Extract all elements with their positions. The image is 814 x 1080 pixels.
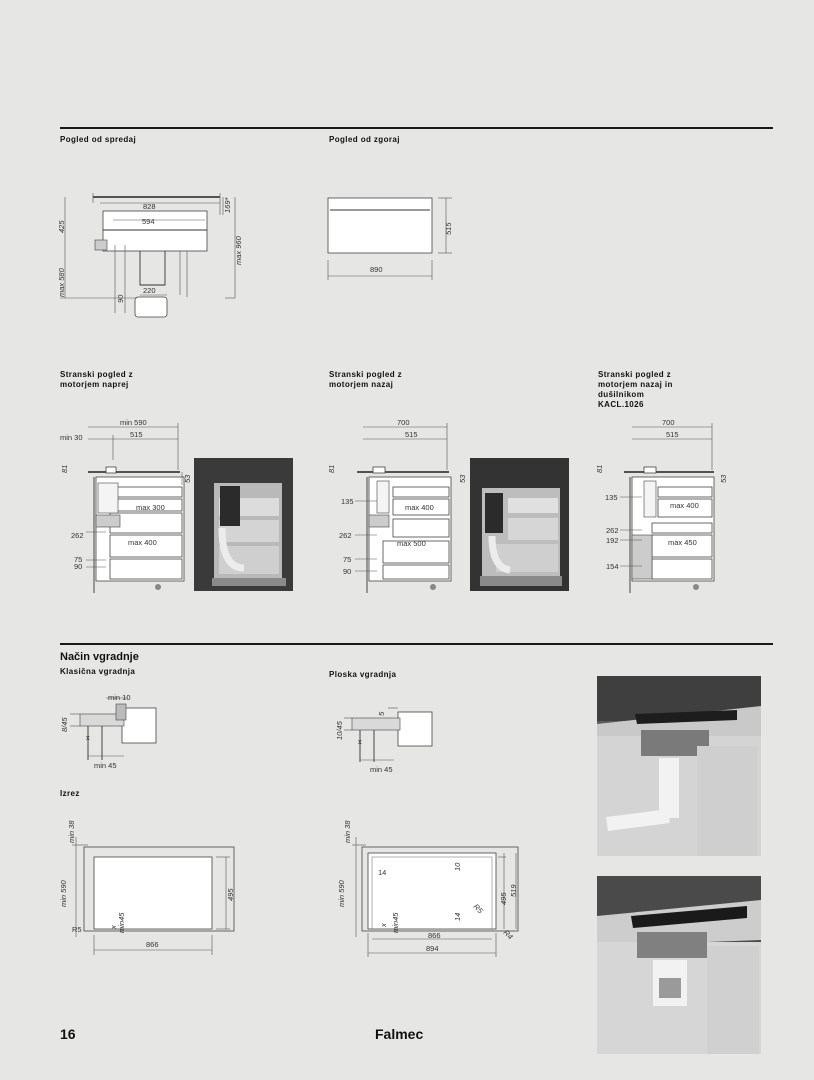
dim-90-s1: 90 <box>74 562 83 571</box>
dim-262-s1: 262 <box>71 531 84 540</box>
side-view-rear-motor <box>325 415 465 600</box>
dim-max300: max 300 <box>136 503 165 512</box>
dim-53-s2: 53 <box>458 474 467 483</box>
dim-x-classic: x <box>86 733 90 742</box>
title-side-rear-motor-silencer: Stranski pogled z motorjem nazaj in dušilnikom KACL.1026 <box>598 370 673 409</box>
dim-262-s2: 262 <box>339 531 352 540</box>
installation-photo-classic <box>597 676 761 856</box>
title-flush-install: Ploska vgradnja <box>329 670 397 679</box>
dim-515-s1: 515 <box>130 430 143 439</box>
title-classic-install: Klasična vgradnja <box>60 667 136 676</box>
dim-700-s2: 700 <box>397 418 410 427</box>
dim-min30: min 30 <box>60 433 83 442</box>
cutout-flush-drawing <box>336 815 526 960</box>
dim-10-c2: 10 <box>453 862 462 871</box>
mid-rule <box>60 643 773 645</box>
dim-r4: R4 <box>501 928 515 942</box>
title-installation: Način vgradnje <box>60 651 139 663</box>
dim-x-flush: x <box>358 737 362 746</box>
dim-192: 192 <box>606 536 619 545</box>
flush-install-drawing <box>328 700 438 775</box>
dim-81-s3: 81 <box>595 464 604 473</box>
top-rule <box>60 127 773 129</box>
dim-866-c2: 866 <box>428 931 441 940</box>
title-cutout: Izrez <box>60 789 80 798</box>
side-view-rear-motor-silencer <box>594 415 734 600</box>
dim-x-c2: x <box>379 923 388 927</box>
dim-866-c1: 866 <box>146 940 159 949</box>
dim-min45-c2: min45 <box>391 912 400 933</box>
dim-154: 154 <box>606 562 619 571</box>
dim-894: 894 <box>426 944 439 953</box>
dim-53-s1: 53 <box>183 474 192 483</box>
dim-max500: max 500 <box>397 539 426 548</box>
dim-81-s2: 81 <box>327 464 336 473</box>
title-side-rear-motor: Stranski pogled z motorjem nazaj <box>329 370 403 389</box>
dim-495-c1: 495 <box>226 888 235 901</box>
dim-14-top: 14 <box>378 868 387 877</box>
dim-r5-c2: R5 <box>471 902 485 916</box>
dim-495-c2: 495 <box>499 892 508 905</box>
brand-name: Falmec <box>375 1026 424 1042</box>
dim-90-s2: 90 <box>343 567 352 576</box>
title-front-view: Pogled od spredaj <box>60 135 137 144</box>
dim-425: 425 <box>57 220 66 233</box>
dim-min38-c1: min 38 <box>67 820 76 843</box>
dim-max400-s2: max 400 <box>405 503 434 512</box>
dim-14-side: 14 <box>453 912 462 921</box>
dim-max400-s1: max 400 <box>128 538 157 547</box>
dim-890: 890 <box>370 265 383 274</box>
top-view-drawing <box>320 190 460 285</box>
dim-max960: max 960 <box>234 236 243 265</box>
dim-81-s1: 81 <box>60 464 69 473</box>
dim-max580: max 580 <box>57 268 66 297</box>
dim-1045: 10/45 <box>335 721 344 740</box>
dim-min45-flush: min 45 <box>370 765 393 774</box>
dim-845: 8/45 <box>60 717 69 732</box>
dim-220: 220 <box>143 286 156 295</box>
dim-700-s3: 700 <box>662 418 675 427</box>
cabinet-photo-front-motor <box>194 458 293 591</box>
dim-515-s2: 515 <box>405 430 418 439</box>
cabinet-photo-rear-motor <box>470 458 569 591</box>
classic-install-drawing <box>58 690 168 775</box>
dim-169: 169* <box>223 197 232 213</box>
dim-min10: min 10 <box>108 693 131 702</box>
cutout-classic-drawing <box>58 815 248 955</box>
dim-53-s3: 53 <box>719 474 728 483</box>
dim-x-c1: x <box>109 925 118 929</box>
front-view-drawing <box>55 185 255 320</box>
dim-135-s2: 135 <box>341 497 354 506</box>
installation-photo-flush <box>597 876 761 1054</box>
dim-515-top: 515 <box>444 222 453 235</box>
dim-75-s2: 75 <box>343 555 352 564</box>
dim-min38-c2: min 38 <box>343 820 352 843</box>
title-top-view: Pogled od zgoraj <box>329 135 400 144</box>
dim-min590: min 590 <box>120 418 147 427</box>
dim-min590-c2: min 590 <box>337 880 346 907</box>
dim-594: 594 <box>142 217 155 226</box>
dim-828: 828 <box>143 202 156 211</box>
dim-max400-s3: max 400 <box>670 501 699 510</box>
page-number: 16 <box>60 1026 76 1042</box>
side-view-front-motor <box>58 415 193 600</box>
dim-519: 519 <box>509 884 518 897</box>
dim-515-s3: 515 <box>666 430 679 439</box>
dim-r5-c1: R5 <box>72 925 82 934</box>
dim-135-s3: 135 <box>605 493 618 502</box>
dim-262-s3: 262 <box>606 526 619 535</box>
dim-90: 90 <box>116 294 125 303</box>
dim-75-s1: 75 <box>74 555 83 564</box>
dim-min590-c1: min 590 <box>59 880 68 907</box>
dim-5: 5 <box>377 711 386 716</box>
title-side-front-motor: Stranski pogled z motorjem naprej <box>60 370 134 389</box>
dim-min45-classic: min 45 <box>94 761 117 770</box>
dim-max450: max 450 <box>668 538 697 547</box>
dim-min45-c1: min45 <box>117 912 126 933</box>
